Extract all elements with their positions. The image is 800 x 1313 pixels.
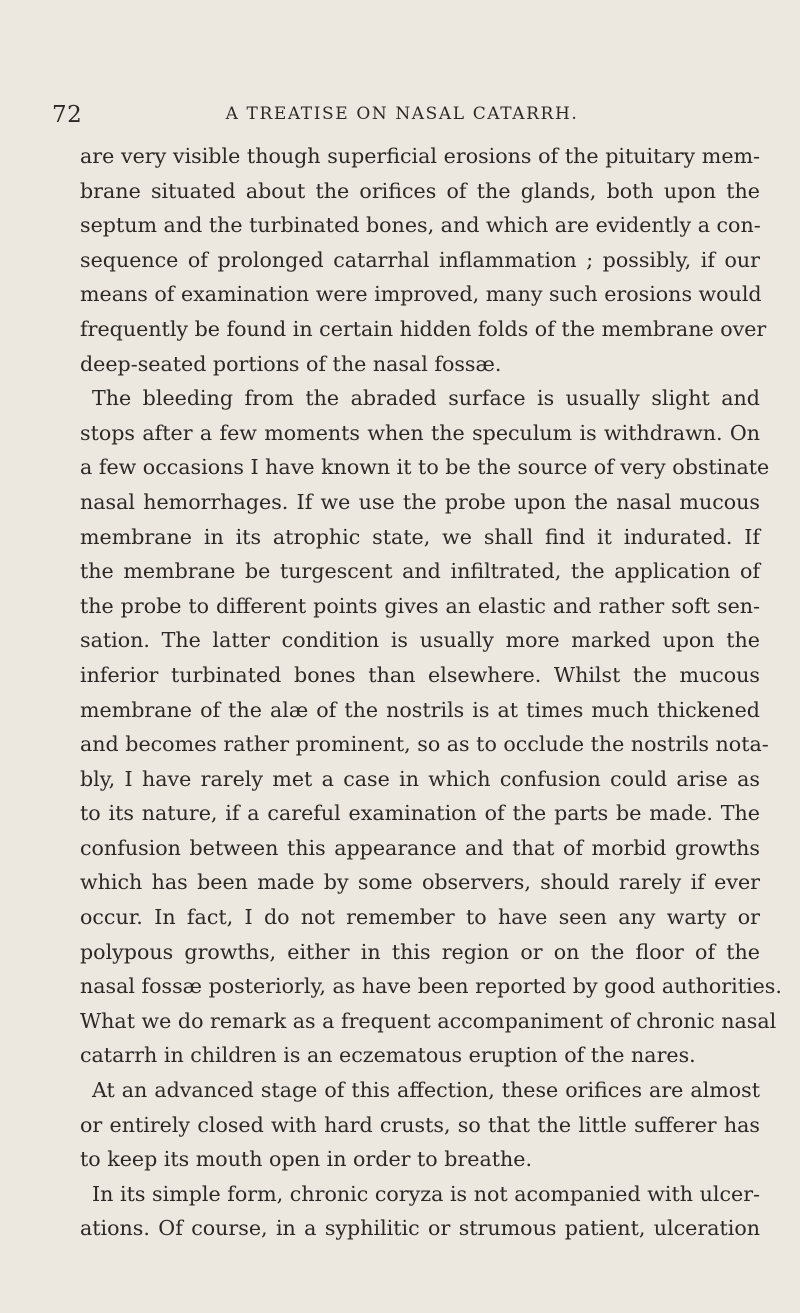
text-line: to its nature, if a careful examination of the parts be made. The [80, 801, 760, 826]
text-line: catarrh in children is an eczematous eruption of the nares. [80, 1043, 696, 1068]
text-line: occur. In fact, I do not remember to have seen any warty or [80, 905, 760, 930]
text-line: which has been made by some observers, should rarely if ever [80, 870, 760, 895]
body-text [80, 139, 782, 1246]
text-line: membrane in its atrophic state, we shall find it indurated. If [80, 524, 760, 549]
text-line: nasal fossæ posteriorly, as have been reported by good authorities. [80, 974, 782, 999]
text-line: polypous growths, either in this region or on the floor of the [80, 939, 760, 964]
text-line: At an advanced stage of this affection, these orifices are almost [92, 1078, 760, 1103]
text-line: are very visible though superficial erosions of the pituitary mem- [80, 144, 760, 168]
text-line: bly, I have rarely met a case in which confusion could arise as [80, 766, 760, 791]
text-line: means of examination were improved, many such erosions would [80, 282, 762, 307]
text-line: septum and the turbinated bones, and which are evidently a con- [80, 213, 761, 238]
text-line: ations. Of course, in a syphilitic or strumous patient, ulceration [80, 1216, 760, 1241]
text-line: deep-seated portions of the nasal fossæ. [80, 351, 502, 376]
text-line: confusion between this appearance and that of morbid growths [80, 835, 760, 860]
page-header [52, 102, 752, 136]
text-line: membrane of the alæ of the nostrils is at times much thickened [80, 697, 760, 722]
text-line: a few occasions I have known it to be the source of very obstinate [80, 455, 770, 480]
text-line: or entirely closed with hard crusts, so that the little sufferer has [80, 1112, 760, 1137]
text-line: In its simple form, chronic coryza is not acompanied with ulcer- [92, 1181, 760, 1206]
text-line: brane situated about the orifices of the glands, both upon the [80, 178, 760, 203]
text-line: frequently be found in certain hidden folds of the membrane over [80, 316, 767, 341]
text-line: What we do remark as a frequent accompaniment of chronic nasal [80, 1008, 777, 1033]
text-line: The bleeding from the abraded surface is usually slight and [92, 386, 760, 411]
text-line: sation. The latter condition is usually more marked upon the [80, 628, 760, 653]
text-line: to keep its mouth open in order to breathe. [80, 1147, 533, 1172]
text-line: and becomes rather prominent, so as to occlude the nostrils nota- [80, 732, 769, 757]
text-line: sequence of prolonged catarrhal inflammation ; possibly, if our [80, 247, 760, 272]
text-line: nasal hemorrhages. If we use the probe upon the nasal mucous [80, 489, 760, 514]
text-line: the probe to different points gives an elastic and rather soft sen- [80, 593, 760, 618]
page-number: 72 [52, 102, 83, 128]
running-title: A TREATISE ON NASAL CATARRH. [225, 104, 579, 124]
text-line: the membrane be turgescent and infiltrated, the application of [80, 559, 760, 584]
text-line: inferior turbinated bones than elsewhere. Whilst the mucous [80, 662, 760, 687]
text-line: stops after a few moments when the speculum is withdrawn. On [80, 420, 760, 445]
